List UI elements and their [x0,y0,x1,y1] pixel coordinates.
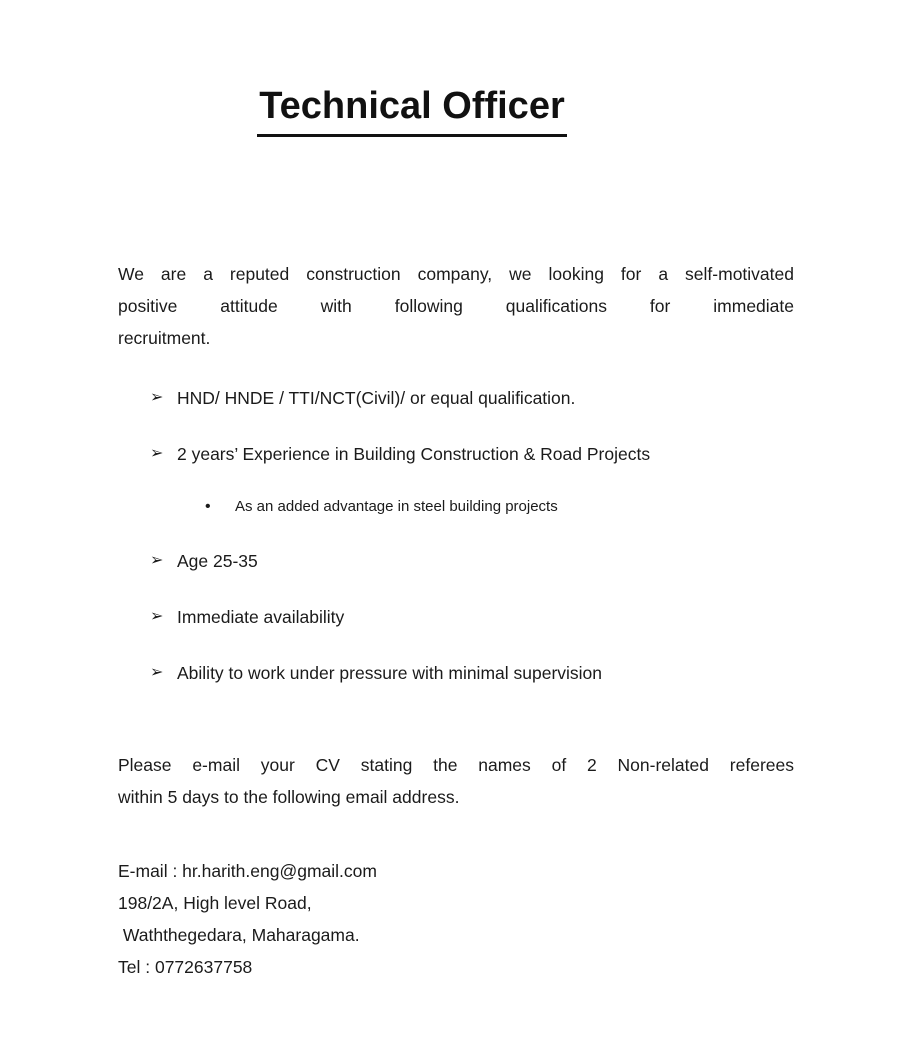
list-item-age [118,549,794,573]
arrow-bullet-icon: ➢ [150,444,164,462]
list-subitem-text: As an added advantage in steel building projects [235,497,558,515]
arrow-bullet-icon: ➢ [150,663,164,681]
list-item-text: Immediate availability [177,606,345,627]
closing-line-1: Please e-mail your CV stating the names of 2 Non-related referees [118,754,794,775]
list-item-pressure [118,661,794,685]
closing-paragraph [118,749,794,813]
contact-address-line-1: 198/2A, High level Road, [118,892,312,913]
page-title-text: Technical Officer [259,85,565,128]
list-subitem-steel-advantage [118,496,794,517]
contact-email: E-mail : hr.harith.eng@gmail.com [118,860,377,881]
contact-block [118,855,794,983]
list-item-text: HND/ HNDE / TTI/NCT(Civil)/ or equal qualification. [177,387,576,408]
document-page [0,60,912,1052]
arrow-bullet-icon: ➢ [150,551,164,569]
dot-bullet-icon: • [205,497,211,515]
list-item-text: Age 25-35 [177,550,258,571]
list-item-experience [118,442,794,466]
contact-telephone: Tel : 0772637758 [118,956,253,977]
list-item-availability [118,605,794,629]
qualification-list [118,386,794,685]
list-item-qualification [118,386,794,410]
title-container [118,60,794,163]
intro-paragraph [118,258,794,354]
closing-line-2: within 5 days to the following email address. [118,786,460,807]
arrow-bullet-icon: ➢ [150,607,164,625]
list-item-text: 2 years’ Experience in Building Construction & Road Projects [177,443,651,464]
intro-line-1: We are a reputed construction company, we looking for a self-motivated [118,263,794,284]
page-title [257,85,567,137]
arrow-bullet-icon: ➢ [150,388,164,406]
contact-address-line-2: Waththegedara, Maharagama. [118,924,360,945]
list-item-text: Ability to work under pressure with minimal supervision [177,662,603,683]
intro-line-2: positive attitude with following qualifications for immediate [118,295,794,316]
intro-line-3: recruitment. [118,327,211,348]
